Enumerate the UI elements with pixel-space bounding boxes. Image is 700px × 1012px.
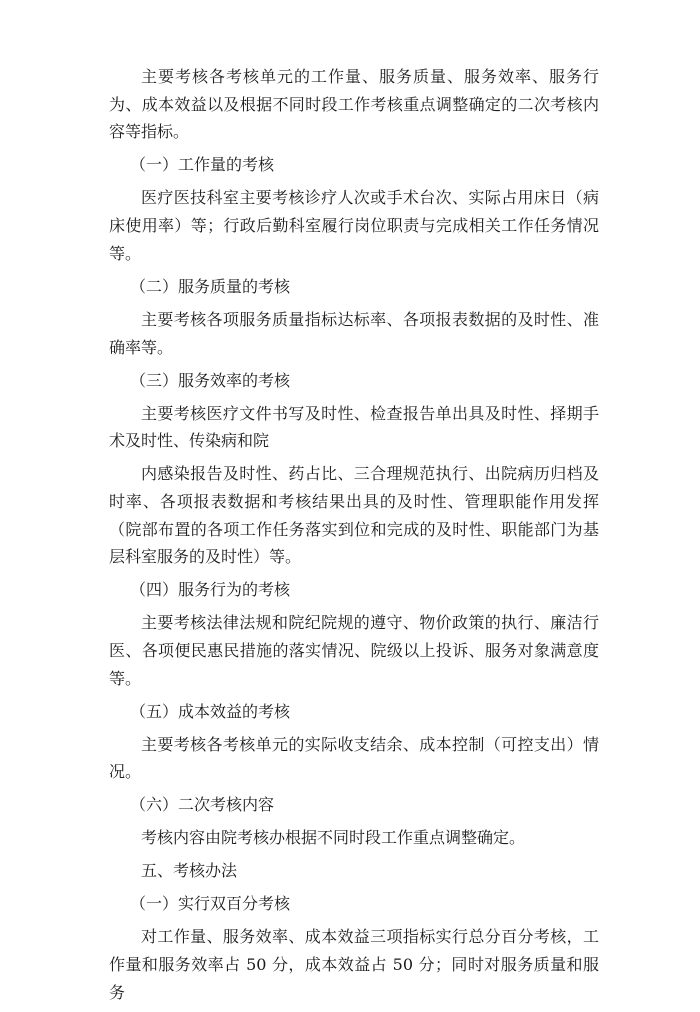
section-heading-secondary: （六）二次考核内容: [130, 795, 275, 815]
paragraph-quality: 主要考核各项服务质量指标达标率、各项报表数据的及时性、准确率等。: [109, 309, 599, 357]
paragraph-behavior: 主要考核法律法规和院纪院规的遵守、物价政策的执行、廉洁行医、各项便民惠民措施的落实情况、院级以上投诉、服务对象满意度等。: [109, 613, 599, 688]
section-heading-cost-benefit: （五）成本效益的考核: [130, 701, 291, 721]
paragraph-efficiency-2: 内感染报告及时性、药占比、三合理规范执行、出院病历归档及时率、各项报表数据和考核结果出具的及时性、管理职能作用发挥（院部布置的各项工作任务落实到位和完成的及时性、职能部门为基层科室服务的及时性）等。: [109, 464, 599, 567]
document-page: [109, 63, 599, 1012]
paragraph-cost-benefit: 主要考核各考核单元的实际收支结余、成本控制（可控支出）情况。: [109, 734, 599, 782]
section-heading-double-hundred: （一）实行双百分考核: [130, 894, 291, 914]
paragraph-efficiency-1: 主要考核医疗文件书写及时性、检查报告单出具及时性、择期手术及时性、传染病和院: [109, 403, 599, 451]
paragraph-overview: 主要考核各考核单元的工作量、服务质量、服务效率、服务行为、成本效益以及根据不同时段工作考核重点调整确定的二次考核内容等指标。: [109, 67, 599, 142]
section-heading-methods: 五、考核办法: [141, 861, 238, 881]
section-heading-quality: （二）服务质量的考核: [130, 276, 291, 296]
section-heading-efficiency: （三）服务效率的考核: [130, 370, 291, 390]
paragraph-workload: 医疗医技科室主要考核诊疗人次或手术台次、实际占用床日（病床使用率）等；行政后勤科室履行岗位职责与完成相关工作任务情况等。: [109, 188, 599, 263]
section-heading-workload: （一）工作量的考核: [130, 155, 275, 175]
section-heading-behavior: （四）服务行为的考核: [130, 580, 291, 600]
paragraph-secondary: 考核内容由院考核办根据不同时段工作重点调整确定。: [141, 828, 526, 848]
paragraph-double-hundred: 对工作量、服务效率、成本效益三项指标实行总分百分考核，工作量和服务效率占 50 分，成本效益占 50 分；同时对服务质量和服务: [109, 927, 599, 1002]
